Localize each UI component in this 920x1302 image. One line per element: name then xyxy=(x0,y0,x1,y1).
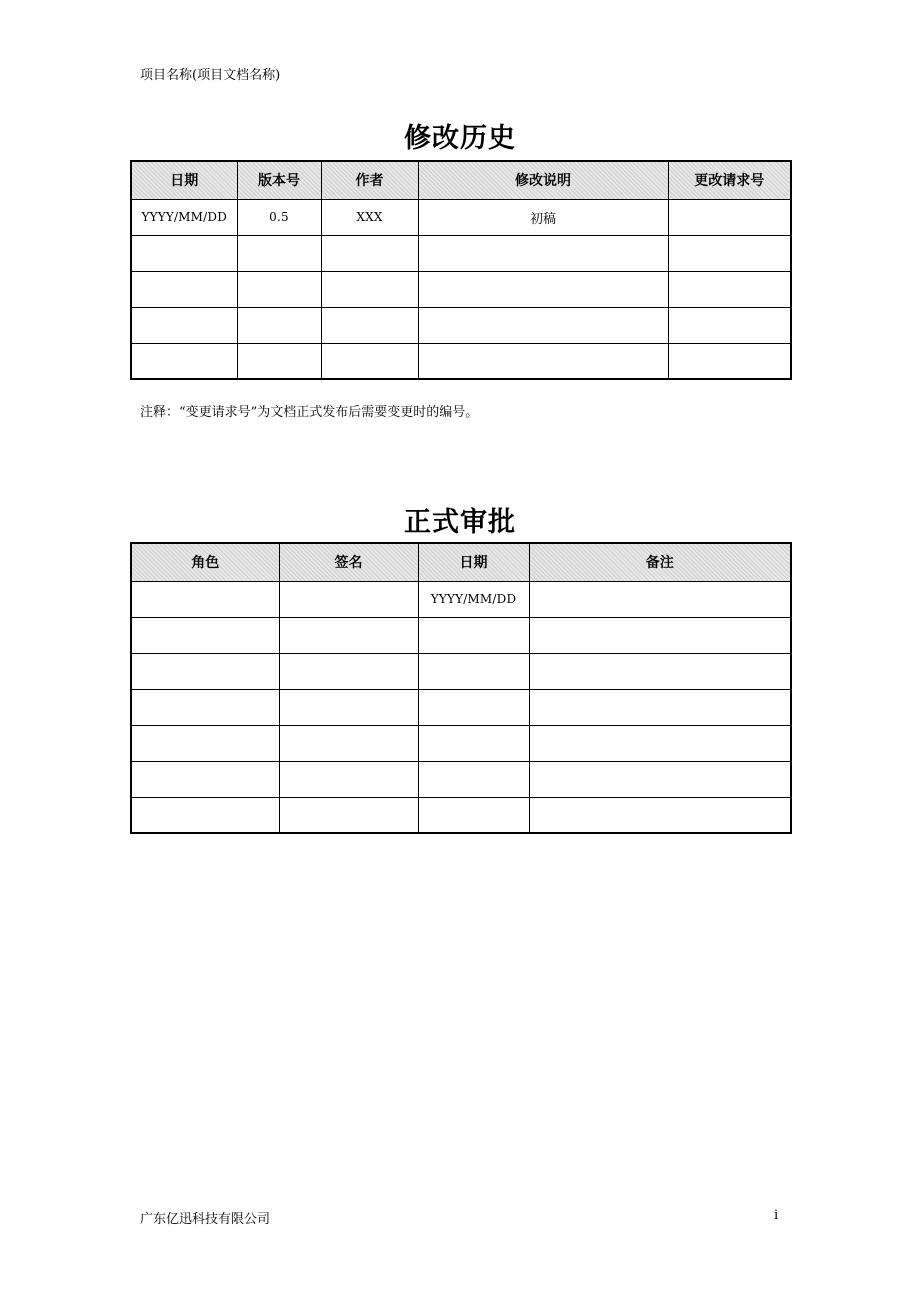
table-row xyxy=(131,689,791,725)
column-header-date: 日期 xyxy=(131,161,237,199)
table-cell xyxy=(668,343,791,379)
table-cell xyxy=(418,307,668,343)
table-cell xyxy=(529,689,791,725)
table-cell xyxy=(131,689,279,725)
table-cell xyxy=(131,725,279,761)
table-cell xyxy=(321,307,418,343)
table-cell xyxy=(529,653,791,689)
table-cell xyxy=(237,307,321,343)
change-request-note: 注释：“变更请求号”为文档正式发布后需要变更时的编号。 xyxy=(140,405,479,420)
table-cell xyxy=(279,581,418,617)
table-row xyxy=(131,271,791,307)
table-row xyxy=(131,617,791,653)
column-header-version: 版本号 xyxy=(237,161,321,199)
section-title-revision-history: 修改历史 xyxy=(404,123,516,154)
table-cell xyxy=(131,343,237,379)
column-header-description: 修改说明 xyxy=(418,161,668,199)
table-row xyxy=(131,581,791,617)
table-row xyxy=(131,725,791,761)
table-cell xyxy=(529,725,791,761)
table-cell xyxy=(321,271,418,307)
table-cell xyxy=(418,761,529,797)
table-cell: 初稿 xyxy=(418,199,668,235)
table-row xyxy=(131,761,791,797)
table-row xyxy=(131,199,791,235)
table-cell: YYYY/MM/DD xyxy=(418,581,529,617)
table-cell xyxy=(237,343,321,379)
table-cell xyxy=(418,797,529,833)
table-row xyxy=(131,343,791,379)
table-cell xyxy=(237,235,321,271)
table-cell xyxy=(529,761,791,797)
table-cell xyxy=(529,617,791,653)
table-cell xyxy=(529,581,791,617)
column-header-change-request: 更改请求号 xyxy=(668,161,791,199)
table-cell xyxy=(131,581,279,617)
table-cell xyxy=(668,235,791,271)
table-cell xyxy=(418,617,529,653)
column-header-role: 角色 xyxy=(131,543,279,581)
table-cell xyxy=(131,235,237,271)
table-cell xyxy=(668,271,791,307)
table-cell xyxy=(131,797,279,833)
table-cell xyxy=(418,271,668,307)
table-cell: 0.5 xyxy=(237,199,321,235)
table-cell xyxy=(668,307,791,343)
table-header-row xyxy=(131,543,791,581)
table-cell xyxy=(131,307,237,343)
table-cell xyxy=(668,199,791,235)
table-cell xyxy=(279,617,418,653)
table-cell xyxy=(131,653,279,689)
table-row xyxy=(131,235,791,271)
table-cell xyxy=(321,343,418,379)
table-cell xyxy=(418,343,668,379)
revision-history-table xyxy=(130,160,792,380)
column-header-author: 作者 xyxy=(321,161,418,199)
table-row xyxy=(131,307,791,343)
table-cell xyxy=(418,653,529,689)
column-header-remarks: 备注 xyxy=(529,543,791,581)
table-cell xyxy=(131,617,279,653)
page-header: 项目名称(项目文档名称) xyxy=(140,68,281,83)
table-cell xyxy=(237,271,321,307)
table-row xyxy=(131,653,791,689)
formal-approval-table xyxy=(130,542,792,834)
table-cell: YYYY/MM/DD xyxy=(131,199,237,235)
table-cell xyxy=(279,653,418,689)
table-cell xyxy=(279,689,418,725)
table-cell xyxy=(321,235,418,271)
table-row xyxy=(131,797,791,833)
footer-company-name: 广东亿迅科技有限公司 xyxy=(140,1212,271,1227)
section-title-formal-approval: 正式审批 xyxy=(404,507,516,538)
column-header-date: 日期 xyxy=(418,543,529,581)
table-cell xyxy=(418,689,529,725)
footer-page-number: i xyxy=(774,1208,779,1223)
table-cell xyxy=(131,761,279,797)
column-header-signature: 签名 xyxy=(279,543,418,581)
table-header-row xyxy=(131,161,791,199)
table-cell xyxy=(418,235,668,271)
table-cell: XXX xyxy=(321,199,418,235)
table-cell xyxy=(279,725,418,761)
table-cell xyxy=(418,725,529,761)
table-cell xyxy=(529,797,791,833)
table-cell xyxy=(131,271,237,307)
table-cell xyxy=(279,797,418,833)
table-cell xyxy=(279,761,418,797)
